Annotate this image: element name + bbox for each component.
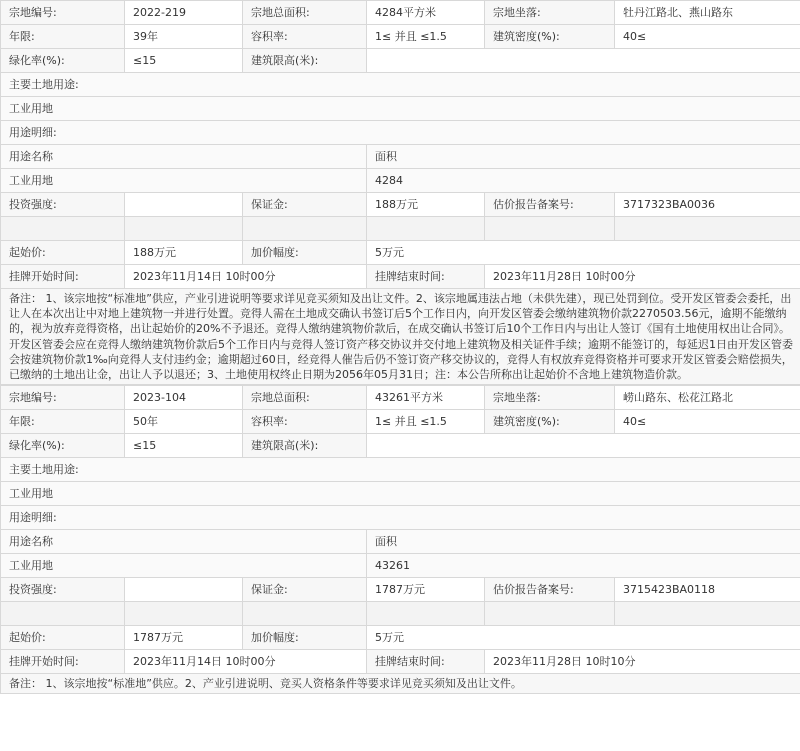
invest-value <box>125 578 243 602</box>
density-label: 建筑密度(%): <box>485 25 615 49</box>
far-value: 1≤ 并且 ≤1.5 <box>367 410 485 434</box>
total-area-value: 43261平方米 <box>367 386 485 410</box>
term-label: 年限: <box>1 25 125 49</box>
far-label: 容积率: <box>243 25 367 49</box>
density-value: 40≤ <box>615 25 800 49</box>
deposit-label: 保证金: <box>243 578 367 602</box>
use-detail-label: 用途明细: <box>1 121 800 145</box>
row-green <box>1 49 800 73</box>
height-label: 建筑限高(米): <box>243 434 367 458</box>
row-price <box>1 241 800 265</box>
empty-cell <box>367 602 485 626</box>
remarks-text: 备注： 1、该宗地按“标准地”供应。2、产业引进说明、竞买人资格条件等要求详见竞买须知及出让文件。 <box>1 674 800 694</box>
height-value <box>367 434 800 458</box>
main-use-value: 工业用地 <box>1 482 800 506</box>
increment-value: 5万元 <box>367 241 800 265</box>
start-price-label: 起始价: <box>1 626 125 650</box>
use-area-value: 4284 <box>367 169 800 193</box>
row-invest <box>1 193 800 217</box>
row-use-header <box>1 145 800 169</box>
green-label: 绿化率(%): <box>1 434 125 458</box>
row-green <box>1 434 800 458</box>
empty-cell <box>125 602 243 626</box>
start-price-value: 188万元 <box>125 241 243 265</box>
location-value: 崂山路东、松花江路北 <box>615 386 800 410</box>
empty-cell <box>615 602 800 626</box>
row-main-use-value <box>1 97 800 121</box>
start-price-label: 起始价: <box>1 241 125 265</box>
start-time-label: 挂牌开始时间: <box>1 650 125 674</box>
main-use-label: 主要土地用途: <box>1 458 800 482</box>
parcel-block <box>0 385 800 694</box>
row-use-values <box>1 169 800 193</box>
use-name-value: 工业用地 <box>1 554 367 578</box>
parcel-table <box>0 385 800 694</box>
end-time-label: 挂牌结束时间: <box>367 650 485 674</box>
increment-label: 加价幅度: <box>243 626 367 650</box>
main-use-value: 工业用地 <box>1 97 800 121</box>
empty-cell <box>615 217 800 241</box>
far-value: 1≤ 并且 ≤1.5 <box>367 25 485 49</box>
green-value: ≤15 <box>125 49 243 73</box>
parcel-no-value: 2023-104 <box>125 386 243 410</box>
location-label: 宗地坐落: <box>485 386 615 410</box>
row-invest <box>1 578 800 602</box>
empty-cell <box>1 602 125 626</box>
remarks-text: 备注： 1、该宗地按“标准地”供应，产业引进说明等要求详见竞买须知及出让文件。2、该宗地属违法占地（未供先建），现已处罚到位。受开发区管委会委托，出让人在本次出让中对地上建筑物一并进行处置。竞得人需在土地成交确认书签订后5个工作日内，向开发区管委会缴纳建筑物价款2270503.56元，逾期不能缴纳的，视为放弃竞得资格，出让起始价的20%不予退还。竞得人缴纳建筑物价款后，在成交确认书签订后10个工作日内与出让人签订《国有土地使用权出让合同》。开发区管委会应在竞得人缴纳建筑物价款后5个工作日内与竞得人签订资产移交协议并交付地上建筑物及相关证件手续；逾期不能签订的，每延迟1日由开发区管委会按建筑物价款1‰向竞得人支付违约金；逾期超过60日，经竞得人催告后仍不签订资产移交协议的，竞得人有权放弃竞得资格并可要求开发区管委会赔偿损失，已缴纳的土地出让金，出让人予以退还；3、土地使用权终止日期为2056年05月31日；注：本公告所称出让起始价不含地上建筑物造价款。 <box>1 289 800 385</box>
row-use-detail <box>1 121 800 145</box>
start-time-value: 2023年11月14日 10时00分 <box>125 265 367 289</box>
parcel-no-value: 2022-219 <box>125 1 243 25</box>
parcel-no-label: 宗地编号: <box>1 1 125 25</box>
deposit-label: 保证金: <box>243 193 367 217</box>
end-time-value: 2023年11月28日 10时10分 <box>485 650 800 674</box>
use-area-header: 面积 <box>367 530 800 554</box>
row-use-detail <box>1 506 800 530</box>
row-empty <box>1 217 800 241</box>
total-area-label: 宗地总面积: <box>243 386 367 410</box>
row-main-use-value <box>1 482 800 506</box>
report-no-value: 3717323BA0036 <box>615 193 800 217</box>
start-time-value: 2023年11月14日 10时00分 <box>125 650 367 674</box>
increment-label: 加价幅度: <box>243 241 367 265</box>
row-main-use-label <box>1 73 800 97</box>
parcel-no-label: 宗地编号: <box>1 386 125 410</box>
row-time <box>1 650 800 674</box>
empty-cell <box>243 217 367 241</box>
row-term <box>1 25 800 49</box>
empty-cell <box>485 602 615 626</box>
report-no-label: 估价报告备案号: <box>485 193 615 217</box>
empty-cell <box>367 217 485 241</box>
row-basic <box>1 1 800 25</box>
row-time <box>1 265 800 289</box>
empty-cell <box>1 217 125 241</box>
invest-label: 投资强度: <box>1 193 125 217</box>
row-main-use-label <box>1 458 800 482</box>
main-use-label: 主要土地用途: <box>1 73 800 97</box>
end-time-label: 挂牌结束时间: <box>367 265 485 289</box>
report-no-label: 估价报告备案号: <box>485 578 615 602</box>
start-time-label: 挂牌开始时间: <box>1 265 125 289</box>
empty-cell <box>125 217 243 241</box>
total-area-value: 4284平方米 <box>367 1 485 25</box>
far-label: 容积率: <box>243 410 367 434</box>
green-label: 绿化率(%): <box>1 49 125 73</box>
row-empty <box>1 602 800 626</box>
term-value: 39年 <box>125 25 243 49</box>
start-price-value: 1787万元 <box>125 626 243 650</box>
empty-cell <box>485 217 615 241</box>
invest-value <box>125 193 243 217</box>
use-name-header: 用途名称 <box>1 530 367 554</box>
row-note <box>1 674 800 694</box>
report-no-value: 3715423BA0118 <box>615 578 800 602</box>
height-label: 建筑限高(米): <box>243 49 367 73</box>
increment-value: 5万元 <box>367 626 800 650</box>
use-area-value: 43261 <box>367 554 800 578</box>
row-term <box>1 410 800 434</box>
location-label: 宗地坐落: <box>485 1 615 25</box>
green-value: ≤15 <box>125 434 243 458</box>
row-basic <box>1 386 800 410</box>
term-value: 50年 <box>125 410 243 434</box>
use-area-header: 面积 <box>367 145 800 169</box>
term-label: 年限: <box>1 410 125 434</box>
use-name-value: 工业用地 <box>1 169 367 193</box>
invest-label: 投资强度: <box>1 578 125 602</box>
row-use-values <box>1 554 800 578</box>
total-area-label: 宗地总面积: <box>243 1 367 25</box>
use-name-header: 用途名称 <box>1 145 367 169</box>
use-detail-label: 用途明细: <box>1 506 800 530</box>
location-value: 牡丹江路北、燕山路东 <box>615 1 800 25</box>
deposit-value: 1787万元 <box>367 578 485 602</box>
empty-cell <box>243 602 367 626</box>
density-value: 40≤ <box>615 410 800 434</box>
density-label: 建筑密度(%): <box>485 410 615 434</box>
height-value <box>367 49 800 73</box>
row-price <box>1 626 800 650</box>
row-note <box>1 289 800 385</box>
deposit-value: 188万元 <box>367 193 485 217</box>
end-time-value: 2023年11月28日 10时00分 <box>485 265 800 289</box>
row-use-header <box>1 530 800 554</box>
